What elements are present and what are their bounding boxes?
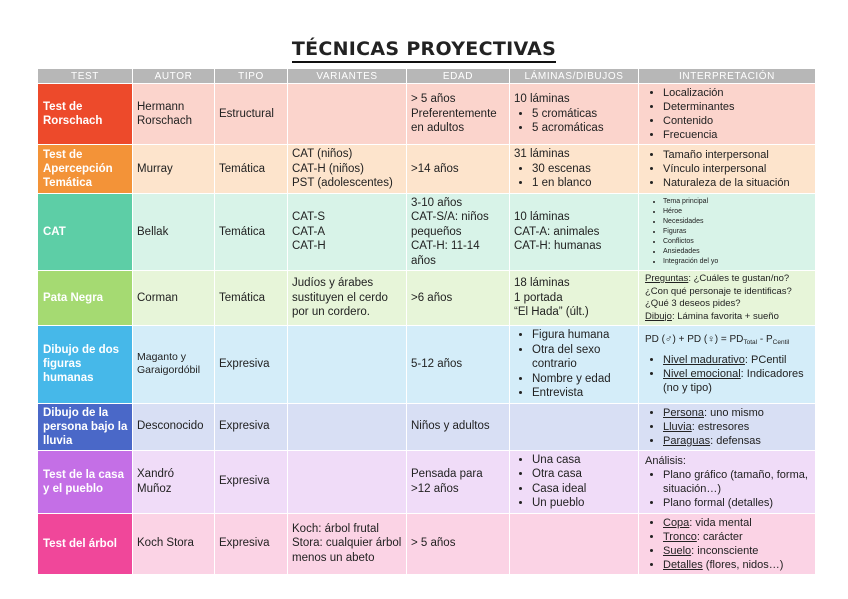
interp-list — [645, 86, 811, 142]
laminas-line: 10 láminas — [514, 211, 570, 223]
test-name: Test de la casa y el pueblo — [38, 450, 133, 513]
variantes-cell — [288, 145, 407, 194]
list-item: • Figuras — [663, 227, 811, 237]
variantes-cell — [288, 84, 407, 145]
table-row — [38, 450, 816, 513]
laminas-cell — [510, 271, 639, 326]
list-item: • Contenido — [663, 114, 811, 128]
item-label: Tronco — [663, 530, 697, 543]
list-item: • 5 acromáticas — [532, 121, 634, 136]
table-row — [38, 513, 816, 574]
formula-subscript: Total — [743, 339, 758, 347]
laminas-line: CAT-H: humanas — [514, 240, 602, 252]
techniques-table — [37, 68, 816, 575]
formula-part: - P — [757, 334, 773, 346]
interpretacion-cell — [639, 326, 816, 404]
interpretacion-cell — [639, 145, 816, 194]
test-name: Pata Negra — [38, 271, 133, 326]
preguntas-line — [645, 273, 811, 311]
laminas-list — [514, 107, 634, 136]
header-tipo: TIPO — [215, 69, 288, 84]
autor-cell: Corman — [133, 271, 215, 326]
analisis-intro: Análisis: — [645, 454, 686, 467]
test-name: CAT — [38, 193, 133, 271]
header-test: TEST — [38, 69, 133, 84]
autor-cell: Murray — [133, 145, 215, 194]
preguntas-label: Preguntas — [645, 273, 689, 284]
autor-cell: Bellak — [133, 193, 215, 271]
item-label: Lluvia — [663, 420, 692, 433]
variante-line: CAT-H — [292, 240, 326, 252]
edad-cell: Pensada para >12 años — [407, 450, 510, 513]
item-text: : vida mental — [689, 516, 752, 529]
list-item: • Figura humana — [532, 328, 634, 343]
interpretacion-cell — [639, 193, 816, 271]
list-item: • Otra del sexo contrario — [532, 343, 634, 372]
interp-list — [645, 406, 811, 448]
dibujo-text: : Lámina favorita + sueño — [671, 310, 779, 322]
list-item: • Nombre y edad — [532, 372, 634, 387]
dibujo-line — [645, 311, 811, 324]
item-text: : carácter — [696, 530, 743, 543]
edad-cell: > 5 años Preferentemente en adultos — [407, 84, 510, 145]
interpretacion-cell — [639, 403, 816, 450]
list-item — [663, 367, 811, 395]
test-name: Test de Apercepción Temática — [38, 145, 133, 194]
formula-part: PD (♂) + PD (♀) = PD — [645, 334, 744, 346]
interpretacion-cell — [639, 271, 816, 326]
list-item — [663, 353, 811, 367]
header-interpretacion: INTERPRETACIÓN — [639, 69, 816, 84]
header-row — [38, 69, 816, 84]
variantes-cell — [288, 326, 407, 404]
page-title-text: TÉCNICAS PROYECTIVAS — [292, 38, 556, 63]
item-text: : Indicadores (no y tipo) — [663, 368, 804, 395]
edad-cell: >6 años — [407, 271, 510, 326]
edad-cell: 5-12 años — [407, 326, 510, 404]
table-row — [38, 84, 816, 145]
tipo-cell: Temática — [215, 193, 288, 271]
variantes-cell — [288, 403, 407, 450]
interp-list — [645, 148, 811, 190]
list-item: • Localización — [663, 86, 811, 100]
list-item — [663, 516, 811, 530]
laminas-cell — [510, 513, 639, 574]
item-label: Suelo — [663, 544, 692, 557]
variante-line: CAT-A — [292, 225, 326, 238]
list-item: • Un pueblo — [532, 496, 634, 511]
test-name: Dibujo de dos figuras humanas — [38, 326, 133, 404]
list-item: • Naturaleza de la situación — [663, 176, 811, 190]
variante-line: CAT (niños) — [292, 148, 353, 160]
list-item: • 5 cromáticas — [532, 107, 634, 122]
item-text: : estresores — [691, 420, 750, 433]
edad-cell: Niños y adultos — [407, 403, 510, 450]
interp-list — [645, 516, 811, 572]
edad-cell: > 5 años — [407, 513, 510, 574]
table-header — [38, 69, 816, 84]
variante-line: PST (adolescentes) — [292, 177, 393, 189]
list-item: • 1 en blanco — [532, 176, 634, 191]
list-item: • Héroe — [663, 207, 811, 217]
laminas-line: “El Hada” (últ.) — [514, 306, 589, 319]
interpretacion-cell — [639, 513, 816, 574]
laminas-cell — [510, 193, 639, 271]
tipo-cell: Expresiva — [215, 450, 288, 513]
item-label: Nivel madurativo — [663, 354, 745, 367]
laminas-intro: 31 láminas — [514, 148, 570, 160]
list-item — [663, 544, 811, 558]
autor-cell: Koch Stora — [133, 513, 215, 574]
edad-line: 3-10 años — [411, 196, 463, 209]
list-item: • Casa ideal — [532, 482, 634, 497]
laminas-intro: 10 láminas — [514, 93, 570, 106]
variantes-cell: Judíos y árabes sustituyen el cerdo por un cordero. — [288, 271, 407, 326]
autor-cell: Maganto y Garaigordóbil — [133, 326, 215, 404]
laminas-cell — [510, 450, 639, 513]
table-row — [38, 271, 816, 326]
variantes-cell: Koch: árbol frutal Stora: cualquier árbol menos un abeto — [288, 513, 407, 574]
list-item: • Necesidades — [663, 217, 811, 227]
formula-subscript: Centil — [772, 339, 790, 347]
item-label: Detalles — [663, 558, 703, 571]
item-text: (flores, nidos…) — [702, 558, 784, 571]
autor-cell: Hermann Rorschach — [133, 84, 215, 145]
item-label: Nivel emocional — [663, 368, 741, 381]
interp-list — [645, 353, 811, 395]
laminas-cell — [510, 84, 639, 145]
list-item: • Plano gráfico (tamaño, forma, situación…) — [663, 468, 811, 496]
list-item — [663, 530, 811, 544]
list-item: • Determinantes — [663, 100, 811, 114]
list-item: • Integración del yo — [663, 257, 811, 267]
laminas-line: 1 portada — [514, 291, 563, 304]
item-text: : defensas — [710, 434, 761, 447]
interp-list — [645, 468, 811, 510]
item-text: : inconsciente — [691, 544, 759, 557]
list-item: • Ansiedades — [663, 247, 811, 257]
variante-line: CAT-H (niños) — [292, 162, 364, 175]
table-row — [38, 145, 816, 194]
variantes-cell — [288, 193, 407, 271]
interpretacion-cell — [639, 84, 816, 145]
header-autor: AUTOR — [133, 69, 215, 84]
list-item — [663, 406, 811, 420]
laminas-cell — [510, 326, 639, 404]
interpretacion-cell — [639, 450, 816, 513]
table-row — [38, 193, 816, 271]
item-text: : PCentil — [744, 354, 787, 367]
table-row — [38, 326, 816, 404]
edad-line: CAT-S/A: niños pequeños — [411, 211, 489, 238]
list-item: • Conflictos — [663, 237, 811, 247]
list-item: • 30 escenas — [532, 162, 634, 177]
list-item: • Otra casa — [532, 467, 634, 482]
tipo-cell: Expresiva — [215, 326, 288, 404]
list-item — [663, 558, 811, 572]
laminas-cell — [510, 145, 639, 194]
list-item: • Entrevista — [532, 386, 634, 401]
autor-cell: Desconocido — [133, 403, 215, 450]
item-text: : uno mismo — [703, 406, 764, 419]
preguntas-text: : ¿Cuáles te gustan/no? ¿Con qué personaje te identificas? ¿Qué 3 deseos pides? — [645, 273, 792, 309]
item-label: Paraguas — [663, 434, 711, 447]
tipo-cell: Expresiva — [215, 403, 288, 450]
tipo-cell: Expresiva — [215, 513, 288, 574]
edad-line: CAT-H: 11-14 años — [411, 240, 480, 267]
laminas-line: CAT-A: animales — [514, 225, 600, 238]
laminas-line: 18 láminas — [514, 277, 570, 290]
header-laminas: LÁMINAS/DIBUJOS — [510, 69, 639, 84]
variante-line: CAT-S — [292, 211, 326, 223]
dibujo-label: Dibujo — [645, 310, 672, 322]
header-variantes: VARIANTES — [288, 69, 407, 84]
tipo-cell: Temática — [215, 145, 288, 194]
page-title — [0, 38, 848, 60]
list-item: • Tema principal — [663, 197, 811, 207]
header-edad: EDAD — [407, 69, 510, 84]
laminas-list — [514, 162, 634, 191]
list-item — [663, 420, 811, 434]
test-name: Test del árbol — [38, 513, 133, 574]
list-item: • Plano formal (detalles) — [663, 496, 811, 510]
item-label: Copa — [663, 516, 690, 529]
list-item: • Frecuencia — [663, 128, 811, 142]
autor-cell: Xandró Muñoz — [133, 450, 215, 513]
item-label: Persona — [663, 406, 704, 419]
list-item — [663, 434, 811, 448]
edad-cell — [407, 193, 510, 271]
interp-list — [645, 197, 811, 267]
list-item: • Vínculo interpersonal — [663, 162, 811, 176]
test-name: Test de Rorschach — [38, 84, 133, 145]
edad-cell: >14 años — [407, 145, 510, 194]
laminas-list — [514, 453, 634, 511]
tipo-cell: Estructural — [215, 84, 288, 145]
laminas-cell — [510, 403, 639, 450]
variantes-cell — [288, 450, 407, 513]
pd-formula — [645, 333, 811, 350]
test-name: Dibujo de la persona bajo la lluvia — [38, 403, 133, 450]
list-item: • Tamaño interpersonal — [663, 148, 811, 162]
table-row — [38, 403, 816, 450]
laminas-list — [514, 328, 634, 401]
list-item: • Una casa — [532, 453, 634, 468]
tipo-cell: Temática — [215, 271, 288, 326]
